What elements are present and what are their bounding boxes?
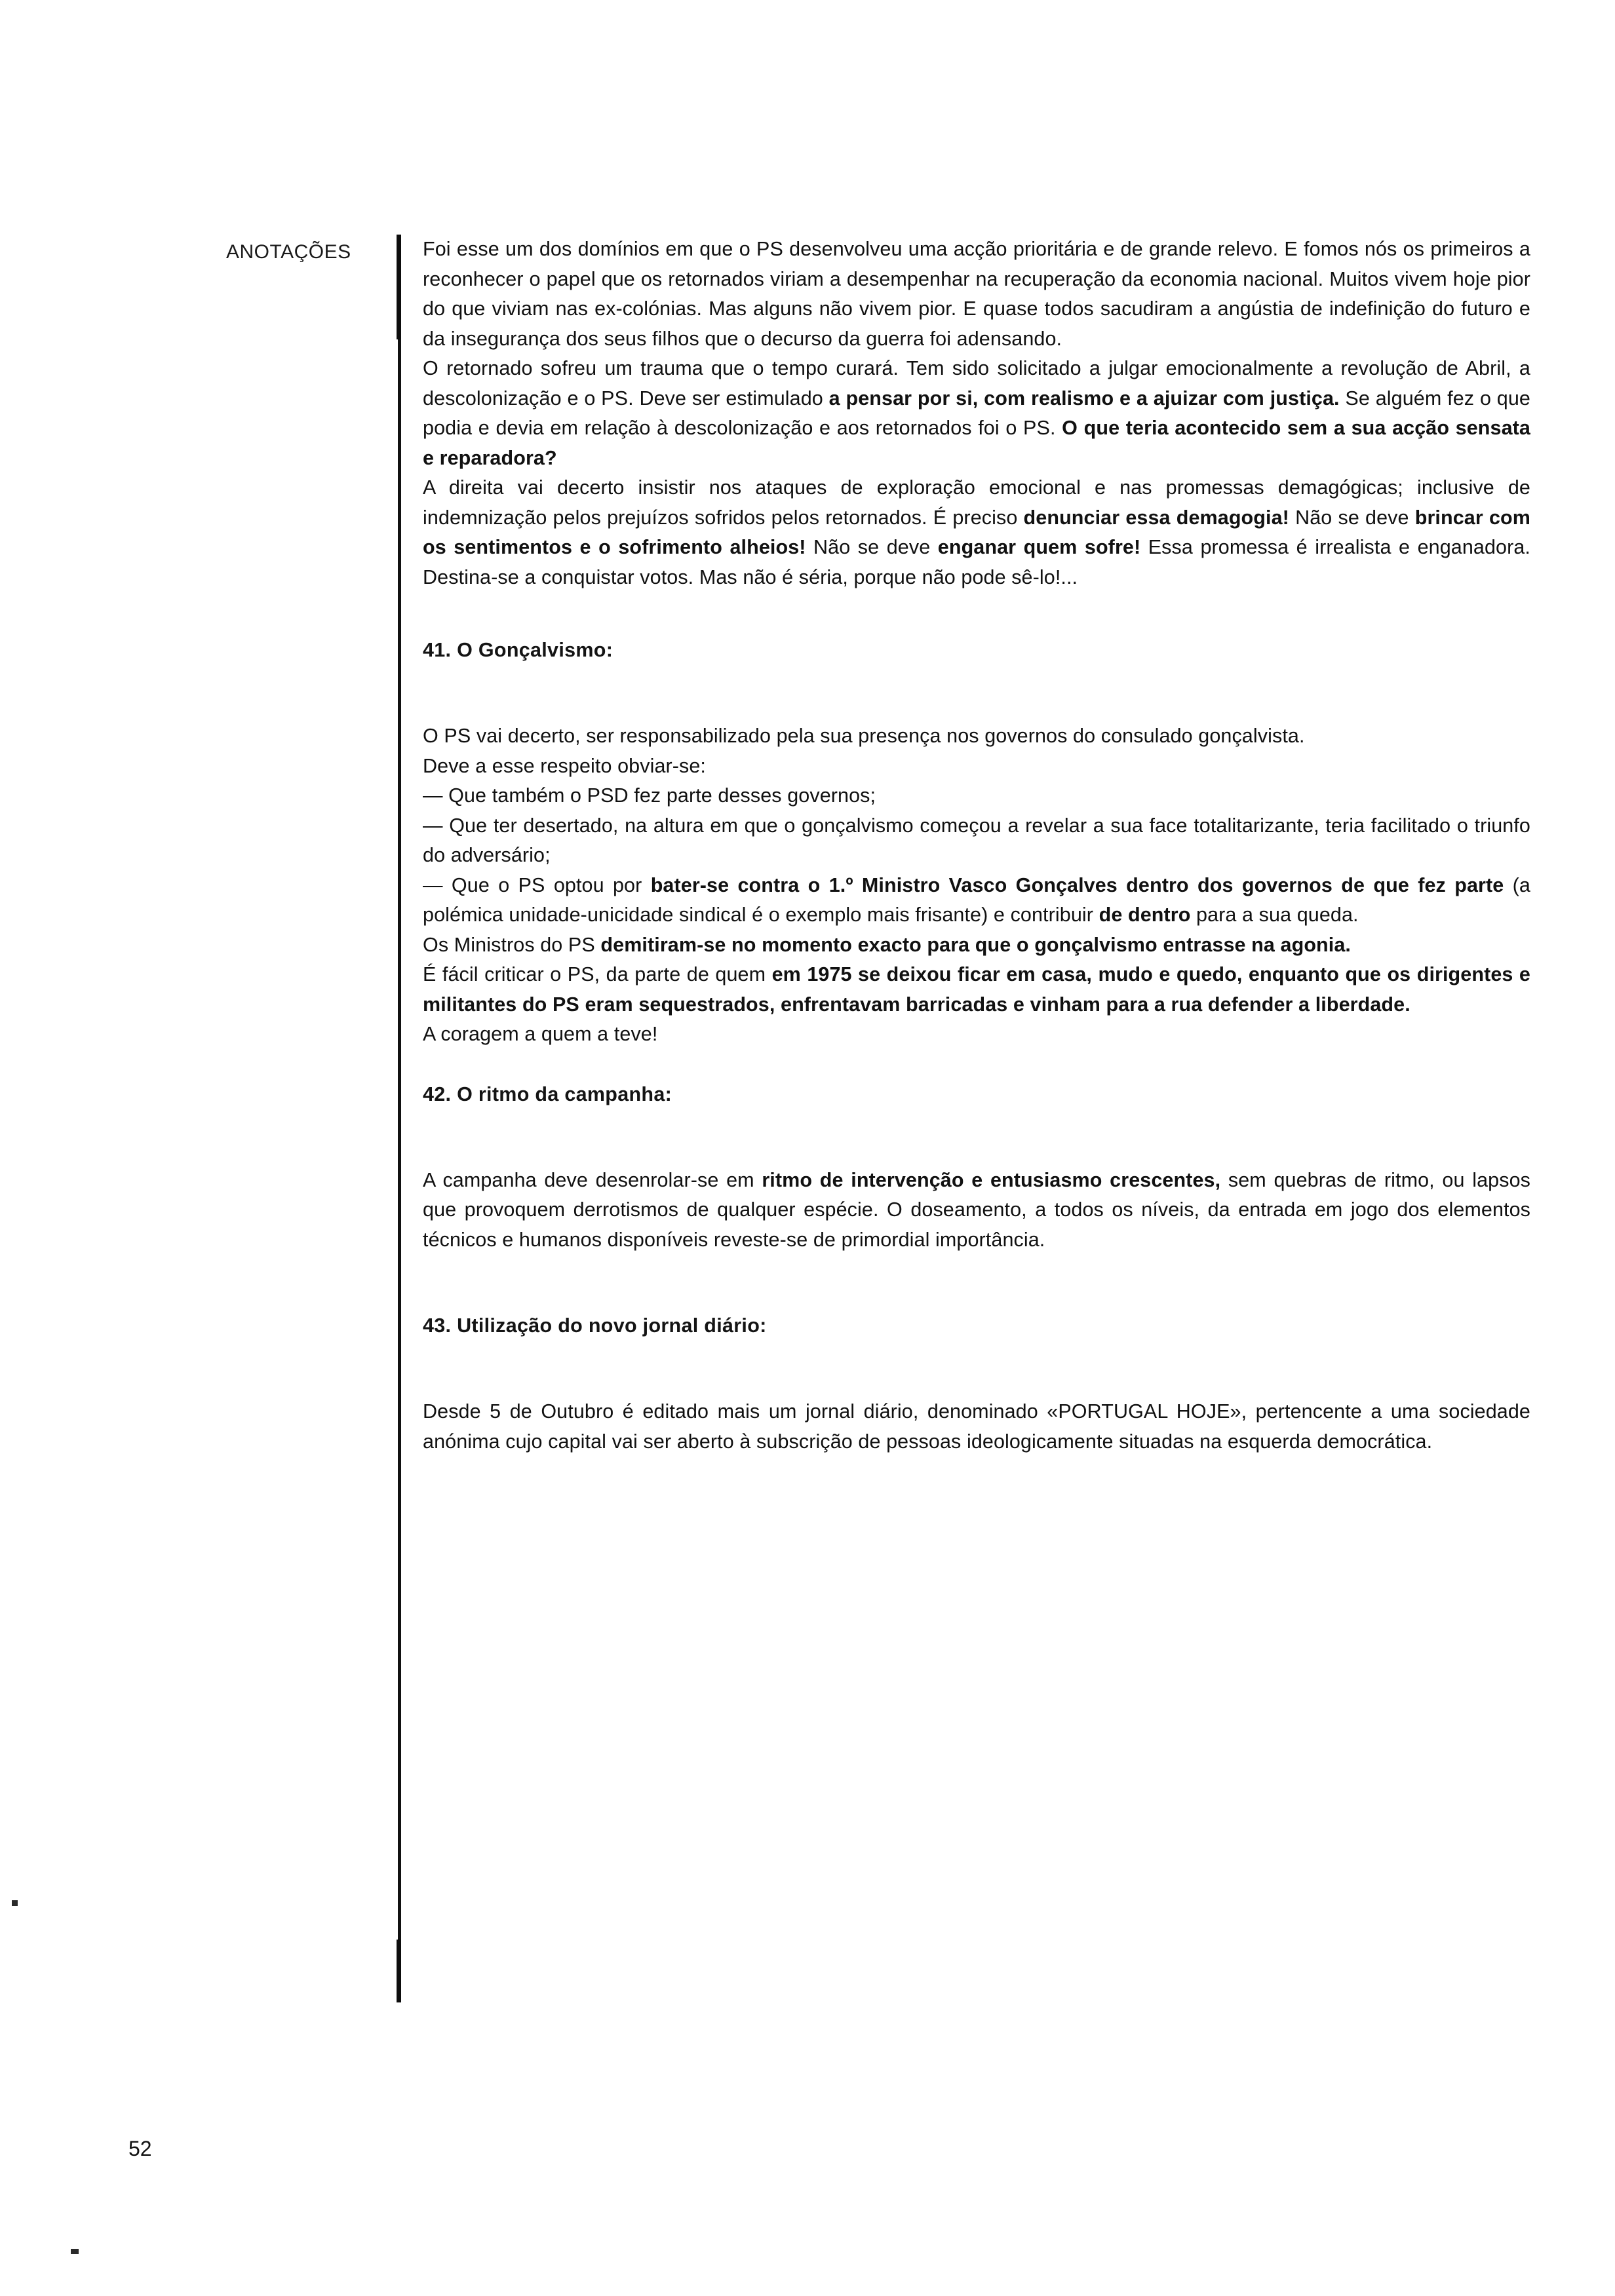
paragraph-41-5 [423, 871, 1530, 930]
body-text-column [423, 235, 1530, 1457]
text-run: Se alguém fez o que podia e devia em relação à descolonização e aos retornados foi o PS. [423, 387, 1530, 439]
text-run: — Que também o PSD fez parte desses governos; [423, 784, 876, 807]
text-run-bold: a pensar por si, com realismo e a ajuizar com justiça. [828, 387, 1340, 410]
paragraph-retornados-2 [423, 354, 1530, 473]
spacer [423, 1255, 1530, 1311]
text-run-bold: demitiram-se no momento exacto para que o gonçalvismo entrasse na agonia. [600, 933, 1351, 956]
text-run: A coragem a quem a teve! [423, 1023, 658, 1045]
text-run: É fácil criticar o PS, da parte de quem [423, 963, 772, 985]
vertical-rule-segment-bottom [397, 1940, 401, 2002]
text-run-bold: O que teria acontecido sem a sua acção sensata e reparadora? [423, 417, 1530, 469]
text-run-bold: ritmo de intervenção e entusiasmo crescentes, [762, 1168, 1221, 1191]
spacer [423, 1050, 1530, 1080]
section-heading-42: 42. O ritmo da campanha: [423, 1082, 672, 1105]
paragraph-41-8 [423, 1020, 1530, 1050]
scan-speck [12, 1900, 18, 1906]
text-run: para a sua queda. [1190, 904, 1359, 926]
section-heading-43: 43. Utilização do novo jornal diário: [423, 1314, 767, 1337]
vertical-rule-segment-top [397, 235, 401, 339]
spacer [423, 1109, 1530, 1166]
text-run: Desde 5 de Outubro é editado mais um jornal diário, denominado «PORTUGAL HOJE», pertencente a uma sociedade anónima cujo capital vai ser aberto à subscrição de pessoas ideologicamente situadas na esquerda democrática. [423, 1400, 1530, 1453]
text-run-bold: brincar com os sentimentos e o sofrimento alheios! [423, 506, 1530, 558]
text-run-bold: bater-se contra o 1.º Ministro Vasco Gonçalves dentro dos governos de que fez parte [650, 873, 1504, 896]
text-run: O retornado sofreu um trauma que o tempo curará. Tem sido solicitado a julgar emocionalmente a revolução de Abril, a descolonização e o PS. Deve ser estimulado [423, 357, 1530, 410]
text-run: (a polémica unidade-unicidade sindical é o exemplo mais frisante) e contribuir [423, 873, 1530, 926]
text-run: — Que ter desertado, na altura em que o gonçalvismo começou a revelar a sua face totalitarizante, teria facilitado o triunfo do adversário; [423, 814, 1530, 866]
text-run: Essa promessa é irrealista e enganadora. Destina-se a conquistar votos. Mas não é séria, porque não pode sê-lo!... [423, 536, 1530, 588]
text-run-bold: em 1975 se deixou ficar em casa, mudo e quedo, enquanto que os dirigentes e militantes do PS eram sequestrados, enfrentavam barricadas e vinham para a rua defender a liberdade. [423, 963, 1530, 1016]
paragraph-41-7 [423, 960, 1530, 1020]
text-run: sem quebras de ritmo, ou lapsos que provoquem derrotismos de qualquer espécie. O doseamento, a todos os níveis, da entrada em jogo dos elementos técnicos e humanos disponíveis reveste-se de primordial importância. [423, 1168, 1530, 1251]
text-run: Deve a esse respeito obviar-se: [423, 754, 707, 777]
paragraph-41-1 [423, 721, 1530, 752]
paragraph-retornados-3 [423, 473, 1530, 592]
text-run: — Que o PS optou por [423, 873, 651, 896]
text-run: A direita vai decerto insistir nos ataques de exploração emocional e nas promessas demagógicas; inclusive de indemnização pelos prejuízos sofridos pelos retornados. É preciso [423, 476, 1530, 529]
paragraph-41-2 [423, 752, 1530, 782]
text-run: Os Ministros do PS [423, 933, 601, 956]
text-run-bold: denunciar essa demagogia! [1023, 506, 1289, 529]
paragraph-41-4 [423, 811, 1530, 871]
scan-speck [71, 2249, 79, 2254]
marginal-note-label: ANOTAÇÕES [226, 241, 351, 263]
vertical-rule [398, 236, 401, 2000]
text-run: Não se deve [806, 536, 938, 558]
text-run: O PS vai decerto, ser responsabilizado pela sua presença nos governos do consulado gonçalvista. [423, 725, 1305, 747]
spacer [423, 1341, 1530, 1397]
paragraph-43-1 [423, 1397, 1530, 1457]
text-run: Foi esse um dos domínios em que o PS desenvolveu uma acção prioritária e de grande relevo. E fomos nós os primeiros a reconhecer o papel que os retornados viriam a desempenhar na recuperação da economia nacional. Muitos vivem hoje pior do que viviam nas ex-colónias. Mas alguns não vivem pior. E quase todos sacudiram a angústia de indefinição do futuro e da insegurança dos seus filhos que o decurso da guerra foi adensando. [423, 238, 1530, 350]
text-run-bold: enganar quem sofre! [937, 536, 1141, 558]
paragraph-retornados-1 [423, 235, 1530, 354]
paragraph-42-1 [423, 1166, 1530, 1255]
spacer [423, 665, 1530, 721]
text-run: A campanha deve desenrolar-se em [423, 1168, 762, 1191]
section-heading-41: 41. O Gonçalvismo: [423, 639, 613, 661]
page-number: 52 [128, 2137, 152, 2160]
text-run: Não se deve [1289, 506, 1415, 529]
spacer [423, 592, 1530, 636]
text-run-bold: de dentro [1099, 904, 1191, 926]
paragraph-41-3 [423, 781, 1530, 811]
paragraph-41-6 [423, 930, 1530, 961]
